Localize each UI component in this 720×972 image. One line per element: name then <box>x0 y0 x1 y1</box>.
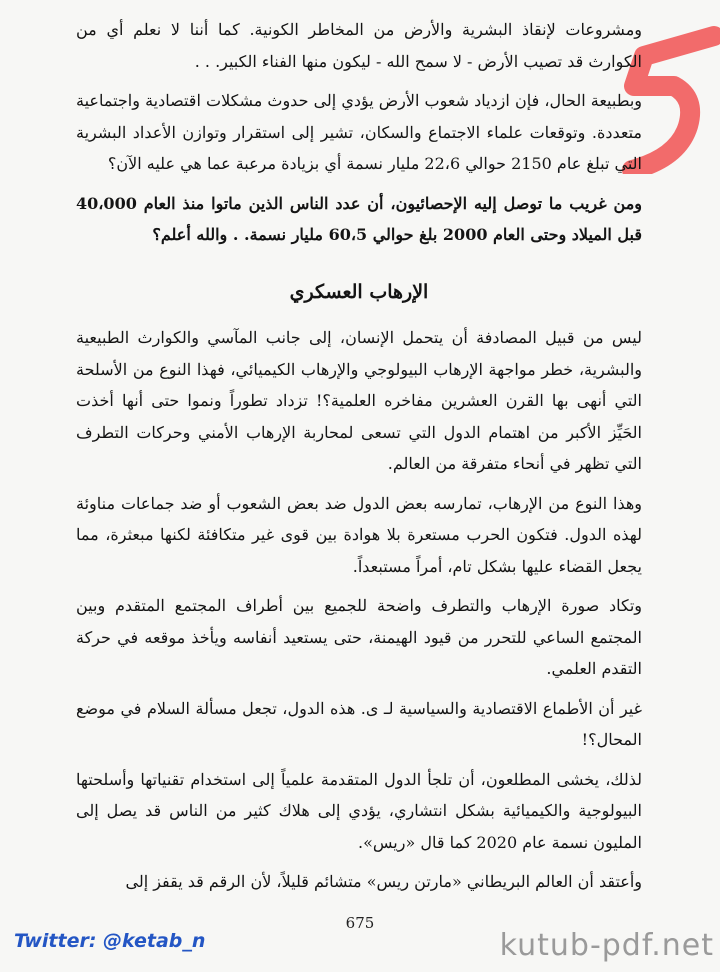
twitter-handle[interactable]: Twitter: @ketab_n <box>14 930 206 952</box>
section-paragraph-2: وتكاد صورة الإرهاب والتطرف واضحة للجميع بين أطراف المجتمع المتقدم وبين المجتمع الساعي للتحرر من قيود الهيمنة، حتى يستعيد أنفاسه ويأخذ موقعه في حركة التقدم العلمي. <box>76 596 642 678</box>
paragraph-0: ومشروعات لإنقاذ البشرية والأرض من المخاطر الكونية. كما أننا لا نعلم أي من الكوارث قد تصيب الأرض - لا سمح الله - ليكون منها الفناء الكبير. . . <box>76 20 642 71</box>
section-heading: الإرهاب العسكري <box>289 280 429 303</box>
body-text <box>76 14 642 906</box>
section-paragraph-4: لذلك، يخشى المطلعون، أن تلجأ الدول المتقدمة علمياً إلى استخدام تقنياتها وأسلحتها البيولوجية والكيميائية بشكل انتشاري، يؤدي إلى هلاك كثير من الناس قد يصل إلى المليون نسمة عام 2020 كما قال «ريس». <box>76 769 642 852</box>
top-paragraphs <box>76 14 642 251</box>
paragraph-1: وبطبيعة الحال، فإن ازدياد شعوب الأرض يؤدي إلى حدوث مشكلات اقتصادية واجتماعية متعددة. وتوقعات علماء الاجتماع والسكان، تشير إلى استقرار وتوازن الأعداد البشرية التي تبلغ عام 2150 حوالي 22،6 مليار نسمة أي بزيادة مرعبة عما هي عليه الآن؟ <box>76 91 642 173</box>
site-watermark: kutub-pdf.net <box>499 928 714 963</box>
section-paragraph-0: ليس من قبيل المصادفة أن يتحمل الإنسان، إلى جانب المآسي والكوارث الطبيعية والبشرية، خطر مواجهة الإرهاب البيولوجي والإرهاب الكيميائي، فهذا النوع من الأسلحة التي أنهى بها القرن العشرين مفاخره العلمية؟! تزداد تطوراً ونموا حتى أنها أخذت الحَيِّز الأكبر من اهتمام الدول التي تسعى لمحاربة الإرهاب الأمني وحركات التطرف التي تظهر في أنحاء متفرقة من العالم. <box>76 328 643 473</box>
section-paragraph-1: وهذا النوع من الإرهاب، تمارسه بعض الدول ضد بعض الشعوب أو ضد جماعات مناوئة لهذه الدول. فتكون الحرب مستعرة بلا هوادة بين قوى غير متكافئة لكنها مبعثرة، مما يجعل القضاء عليها بشكل تام، أمراً مستبعداً. <box>76 493 642 576</box>
section-paragraph-5: وأعتقد أن العالم البريطاني «مارتن ريس» متشائم قليلاً، لأن الرقم قد يقفز إلى <box>125 872 642 891</box>
paragraph-2: ومن غريب ما توصل إليه الإحصائيون، أن عدد الناس الذين ماتوا منذ العام 40،000 قبل الميلاد وحتى العام 2000 بلغ حوالي 60،5 مليار نسمة. . والله أعلم؟ <box>76 193 642 244</box>
section-paragraphs <box>76 322 642 898</box>
section-paragraph-3: غير أن الأطماع الاقتصادية والسياسية لـ ى. هذه الدول، تجعل مسألة السلام في موضع المحال؟! <box>76 698 642 749</box>
page-number: 675 <box>345 914 375 932</box>
